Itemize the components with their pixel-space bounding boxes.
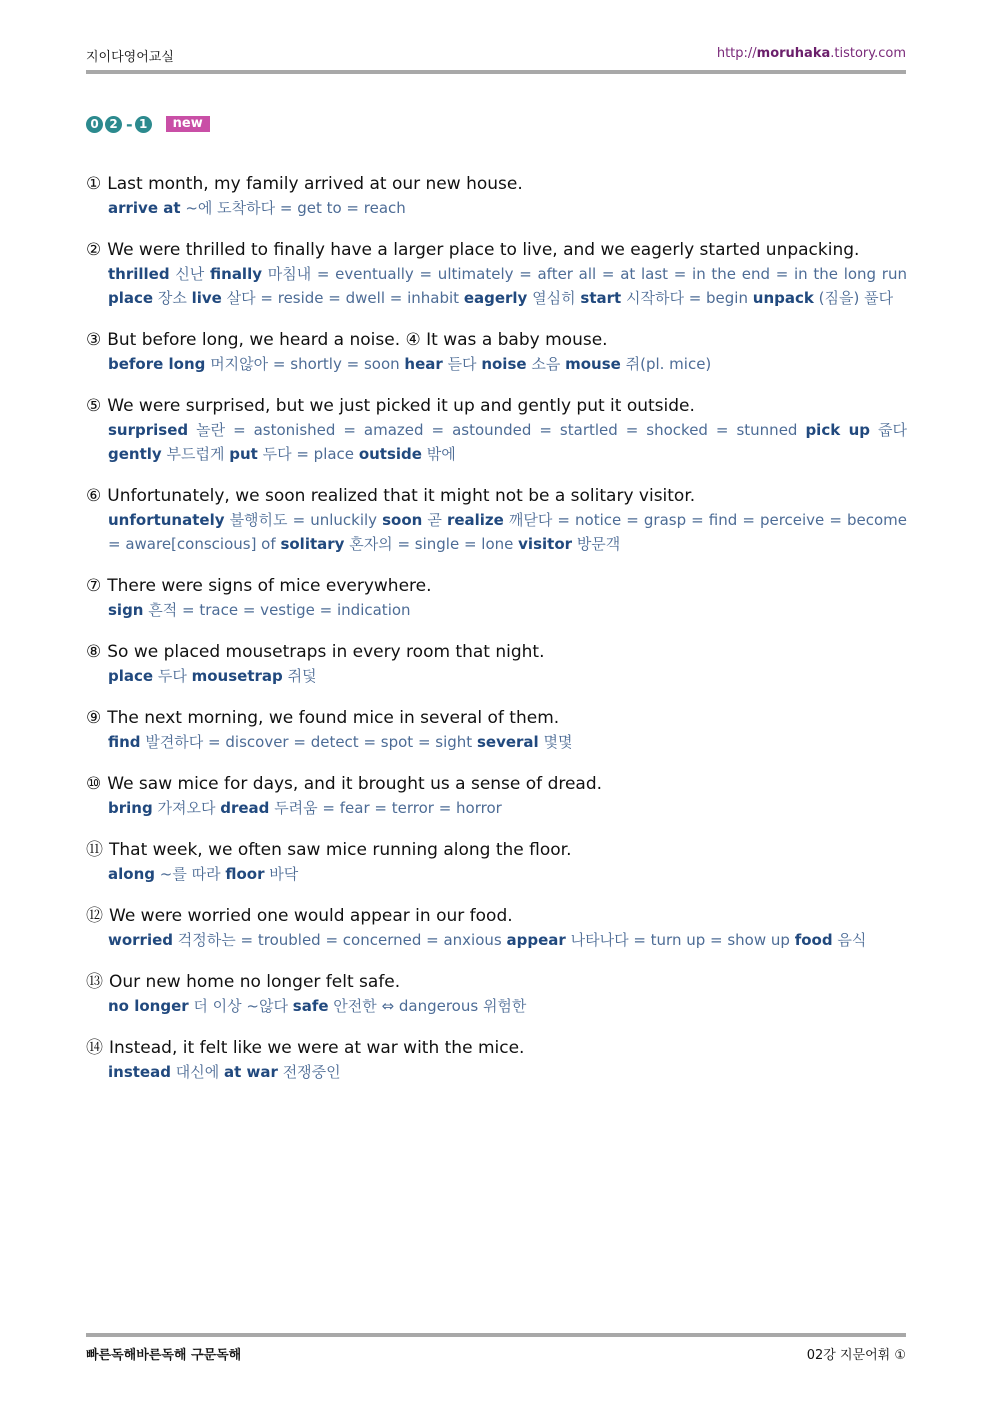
vocab-word: visitor <box>518 535 573 553</box>
vocab-meaning: 흔적 = trace = vestige = indication <box>148 601 411 619</box>
sentence <box>86 640 907 664</box>
sentence-item <box>86 706 907 754</box>
vocab-meaning: 부드럽게 <box>166 445 225 463</box>
vocab-line <box>108 352 907 376</box>
vocab-word: noise <box>481 355 527 373</box>
vocab-word: worried <box>108 931 174 949</box>
vocab-meaning: 열심히 <box>532 289 576 307</box>
vocab-line <box>108 262 907 310</box>
vocab-word: outside <box>358 445 422 463</box>
vocab-meaning: 곧 <box>427 511 442 529</box>
vocab-meaning: ~를 따라 <box>159 865 221 883</box>
vocab-meaning: 쥐덫 <box>287 667 317 685</box>
sentence <box>86 970 907 994</box>
sentence-item <box>86 484 907 556</box>
vocab-meaning: 대신에 <box>175 1063 220 1081</box>
sentence-text: There were signs of mice everywhere. <box>107 576 432 596</box>
vocab-word: unfortunately <box>108 511 225 529</box>
sentence-item <box>86 574 907 622</box>
vocab-line <box>108 508 907 556</box>
vocab-meaning: 안전한 ⇔ dangerous 위험한 <box>333 997 527 1015</box>
vocabulary-list <box>86 172 907 1102</box>
vocab-meaning: 듣다 <box>447 355 477 373</box>
url-prefix: http:// <box>716 46 757 61</box>
sentence-number: ① <box>86 174 102 194</box>
sentence-item <box>86 1036 907 1084</box>
vocab-line <box>108 796 907 820</box>
vocab-meaning: 전쟁중인 <box>282 1063 341 1081</box>
sentence-text: The next morning, we found mice in several of them. <box>107 708 560 728</box>
sentence-text: Instead, it felt like we were at war with the mice. <box>109 1038 525 1058</box>
sentence-number: ⑦ <box>86 576 102 596</box>
sentence-item <box>86 904 907 952</box>
vocab-meaning: 발견하다 = discover = detect = spot = sight <box>145 733 473 751</box>
vocab-word: arrive at <box>108 199 181 217</box>
vocab-meaning: ~에 도착하다 = get to = reach <box>185 199 406 217</box>
sentence-number: ⑥ <box>86 486 102 506</box>
vocab-meaning: 머지않아 = shortly = soon <box>210 355 400 373</box>
vocab-meaning: 밖에 <box>426 445 456 463</box>
url-host: moruhaka <box>756 46 831 61</box>
vocab-line <box>108 418 907 466</box>
vocab-meaning: 시작하다 = begin <box>625 289 748 307</box>
vocab-word: no longer <box>108 997 189 1015</box>
vocab-line <box>108 1060 907 1084</box>
sentence-text: So we placed mousetraps in every room that night. <box>107 642 545 662</box>
sentence <box>86 484 907 508</box>
vocab-word: several <box>476 733 539 751</box>
vocab-word: put <box>229 445 258 463</box>
vocab-meaning: 음식 <box>837 931 867 949</box>
sentence-text: We were surprised, but we just picked it up and gently put it outside. <box>107 396 695 416</box>
vocab-word: appear <box>506 931 566 949</box>
sentence-text: We saw mice for days, and it brought us a sense of dread. <box>107 774 603 794</box>
sentence-item <box>86 172 907 220</box>
sentence-number: ⑭ <box>86 1038 103 1058</box>
sentence-text: Our new home no longer felt safe. <box>109 972 401 992</box>
vocab-line <box>108 928 907 952</box>
vocab-word: before long <box>108 355 206 373</box>
vocab-word: hear <box>404 355 443 373</box>
vocab-meaning: 가져오다 <box>157 799 216 817</box>
vocab-meaning: 마침내 = eventually = ultimately = after all = at last = in the end = in the long run <box>267 265 907 283</box>
vocab-meaning: 두다 = place <box>262 445 355 463</box>
sentence-item <box>86 394 907 466</box>
book-title: 빠른독해바른독해 구문독해 <box>86 1348 242 1363</box>
sentence-number: ⑫ <box>86 906 103 926</box>
vocab-word: along <box>108 865 155 883</box>
site-title: 지이다영어교실 <box>86 50 174 65</box>
sentence <box>86 328 907 352</box>
vocab-word: realize <box>446 511 504 529</box>
lesson-digit-3: 1 <box>135 116 152 133</box>
sentence-text: Last month, my family arrived at our new house. <box>107 174 523 194</box>
vocab-word: mousetrap <box>191 667 283 685</box>
vocab-word: start <box>580 289 622 307</box>
vocab-meaning: 두다 <box>157 667 187 685</box>
vocab-meaning: 불행히도 = unluckily <box>229 511 378 529</box>
vocab-meaning: 신난 <box>175 265 205 283</box>
vocab-word: food <box>794 931 833 949</box>
vocab-word: soon <box>382 511 423 529</box>
vocab-word: finally <box>210 265 262 283</box>
vocab-line <box>108 598 907 622</box>
vocab-word: mouse <box>565 355 621 373</box>
vocab-meaning: 몇몇 <box>543 733 573 751</box>
vocab-line <box>108 664 907 688</box>
vocab-meaning: 줍다 <box>878 421 907 439</box>
sentence <box>86 574 907 598</box>
sentence-text: Unfortunately, we soon realized that it might not be a solitary visitor. <box>107 486 696 506</box>
sentence-number: ② <box>86 240 102 260</box>
vocab-meaning: 더 이상 ~않다 <box>193 997 288 1015</box>
vocab-word: gently <box>108 445 162 463</box>
vocab-word: instead <box>108 1063 171 1081</box>
vocab-word: floor <box>225 865 265 883</box>
vocab-word: pick up <box>805 421 871 439</box>
vocab-meaning: 나타나다 = turn up = show up <box>570 931 790 949</box>
vocab-word: surprised <box>108 421 189 439</box>
sentence <box>86 838 907 862</box>
sentence <box>86 904 907 928</box>
sentence <box>86 238 907 262</box>
sentence-text: We were worried one would appear in our food. <box>109 906 513 926</box>
sentence-number: ⑤ <box>86 396 102 416</box>
lesson-digit-2: 2 <box>105 116 122 133</box>
sentence-number: ③ <box>86 330 102 350</box>
lesson-label: 02강 지문어휘 ① <box>806 1348 906 1363</box>
vocab-meaning: 쥐(pl. mice) <box>625 355 712 373</box>
sentence <box>86 706 907 730</box>
vocab-meaning: 혼자의 = single = lone <box>349 535 514 553</box>
vocab-meaning: 깨닫다 = notice = grasp = find = perceive = become = aware[conscious] of <box>108 511 907 553</box>
vocab-word: thrilled <box>108 265 170 283</box>
vocab-meaning: 살다 = reside = dwell = inhabit <box>226 289 460 307</box>
vocab-word: place <box>108 667 154 685</box>
vocab-word: sign <box>108 601 144 619</box>
url-suffix: .tistory.com <box>830 46 906 61</box>
vocab-meaning: 바닥 <box>269 865 299 883</box>
sentence-item <box>86 970 907 1018</box>
footer-divider <box>86 1333 906 1337</box>
sentence-text: That week, we often saw mice running along the floor. <box>109 840 572 860</box>
vocab-word: solitary <box>280 535 345 553</box>
sentence-item <box>86 772 907 820</box>
vocab-word: safe <box>292 997 329 1015</box>
site-url[interactable] <box>717 46 906 61</box>
vocab-word: unpack <box>752 289 814 307</box>
sentence-item <box>86 640 907 688</box>
sentence-number: ⑨ <box>86 708 102 728</box>
vocab-word: live <box>191 289 222 307</box>
sentence-item <box>86 328 907 376</box>
lesson-dash: - <box>126 114 133 134</box>
vocab-word: eagerly <box>463 289 528 307</box>
sentence-number: ⑪ <box>86 840 103 860</box>
sentence <box>86 394 907 418</box>
sentence-text: We were thrilled to finally have a larger place to live, and we eagerly started unpacking. <box>107 240 860 260</box>
vocab-meaning: (짐을) 풀다 <box>818 289 894 307</box>
sentence <box>86 772 907 796</box>
sentence-item <box>86 238 907 310</box>
vocab-meaning: 장소 <box>157 289 187 307</box>
vocab-line <box>108 862 907 886</box>
vocab-word: bring <box>108 799 153 817</box>
header-divider <box>86 70 906 74</box>
sentence <box>86 1036 907 1060</box>
vocab-line <box>108 730 907 754</box>
vocab-meaning: 놀란 = astonished = amazed = astounded = startled = shocked = stunned <box>196 421 798 439</box>
vocab-meaning: 소음 <box>531 355 561 373</box>
vocab-word: place <box>108 289 154 307</box>
vocab-meaning: 두려움 = fear = terror = horror <box>274 799 502 817</box>
sentence <box>86 172 907 196</box>
vocab-word: find <box>108 733 141 751</box>
vocab-word: dread <box>220 799 270 817</box>
sentence-number: ⑧ <box>86 642 102 662</box>
lesson-digit-1: 0 <box>86 116 103 133</box>
sentence-text: But before long, we heard a noise. ④ It was a baby mouse. <box>107 330 608 350</box>
sentence-item <box>86 838 907 886</box>
vocab-meaning: 걱정하는 = troubled = concerned = anxious <box>177 931 502 949</box>
lesson-badge <box>86 114 210 134</box>
sentence-number: ⑬ <box>86 972 103 992</box>
sentence-number: ⑩ <box>86 774 102 794</box>
new-tag: new <box>166 116 210 132</box>
vocab-line <box>108 994 907 1018</box>
vocab-meaning: 방문객 <box>576 535 621 553</box>
vocab-word: at war <box>224 1063 278 1081</box>
vocab-line <box>108 196 907 220</box>
page-header <box>86 46 906 68</box>
